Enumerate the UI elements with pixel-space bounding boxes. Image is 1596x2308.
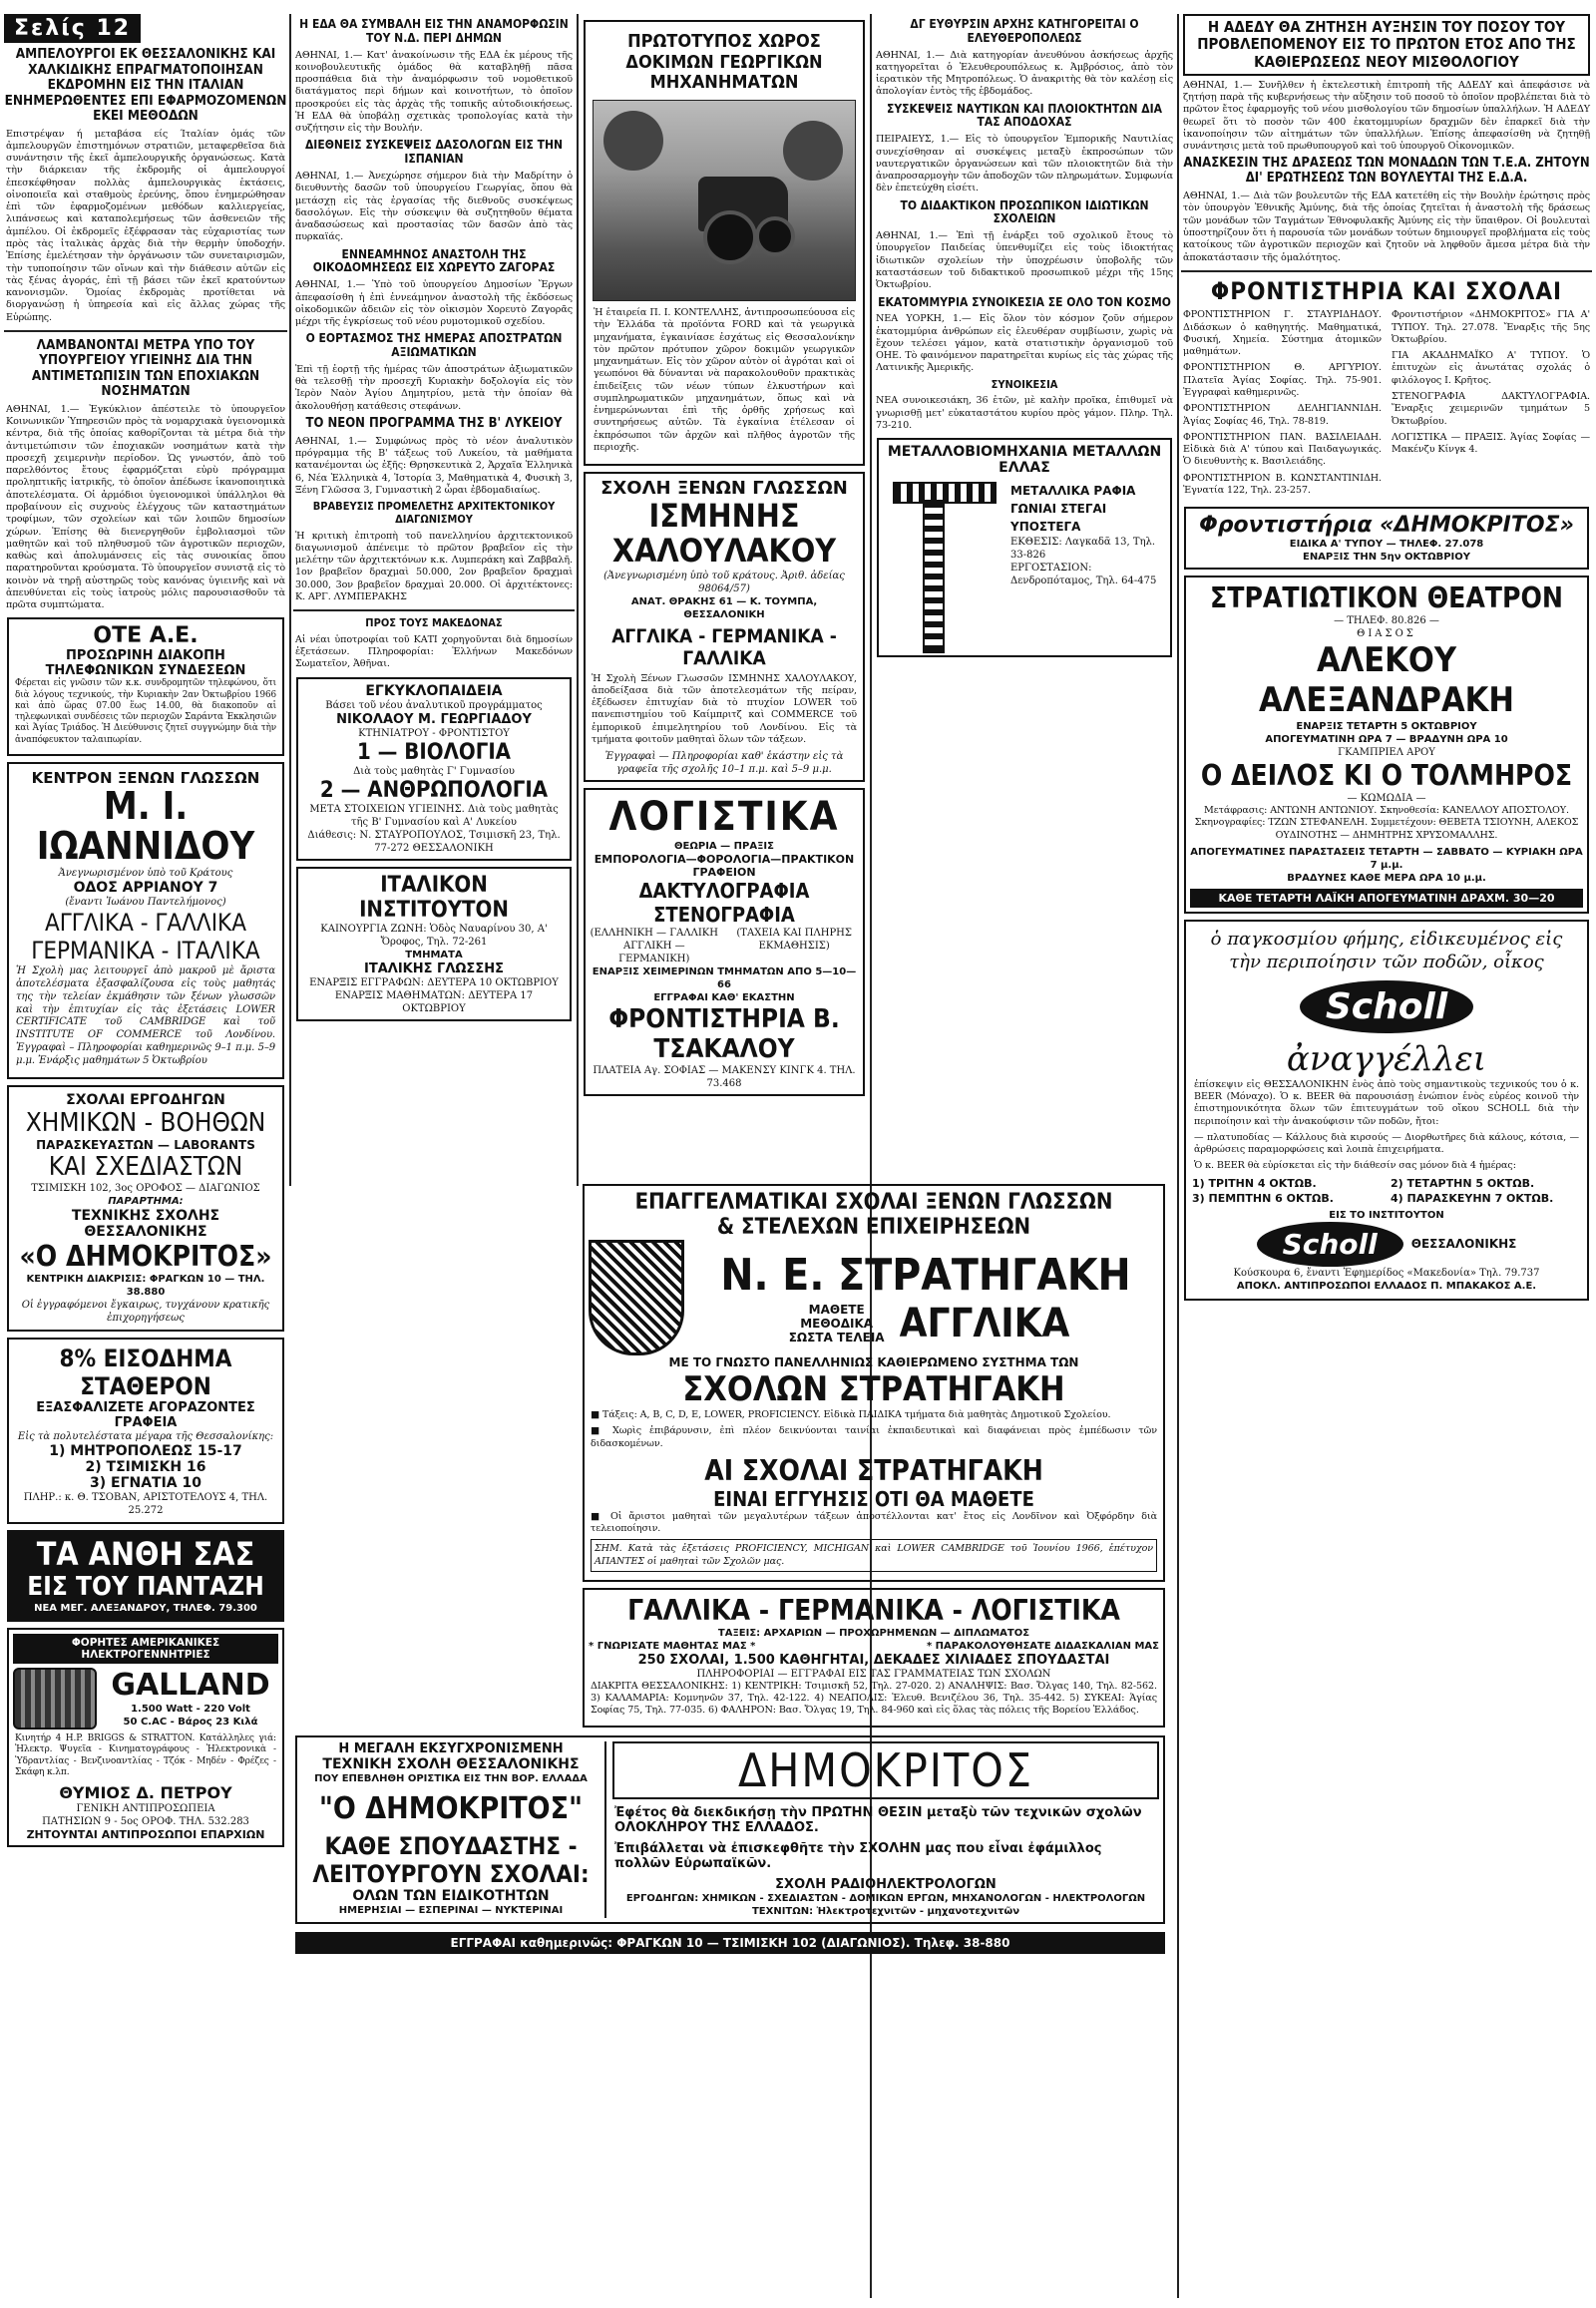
headline: ΔΓ ΕΥΘΥΡΣΙΝ ΑΡΧΗΣ ΚΑΤΗΓΟΡΕΙΤΑΙ Ο ΕΛΕΥΘΕΡΟΠΟΛΕΩΣ <box>910 17 1139 45</box>
ad-line: «Ο ΔΗΜΟΚΡΙΤΟΣ» <box>19 1239 272 1273</box>
ad-text: Ἐπιβάλλεται νὰ ἐπισκεφθῆτε τὴν ΣΧΟΛΗΝ μας που εἶναι ἐφάμιλλος πολλῶν Εὐρωπαϊκῶν. <box>614 1840 1102 1871</box>
headline: Η ΕΔΑ ΘΑ ΣΥΜΒΑΛΗ ΕΙΣ ΤΗΝ ΑΝΑΜΟΡΦΩΣΙΝ ΤΟΥ Ν.Δ. ΠΕΡΙ ΔΗΜΩΝ <box>299 17 569 45</box>
ad-line: ΛΕΙΤΟΥΡΓΟΥΝ ΣΧΟΛΑΙ: <box>312 1859 590 1888</box>
column-rule <box>1177 14 1179 2298</box>
masthead-brand: Σελίς 12 <box>14 16 132 41</box>
ad-subtitle: ΠΡΟΣΩΡΙΝΗ ΔΙΑΚΟΠΗ ΤΗΛΕΦΩΝΙΚΩΝ ΣΥΝΔΕΣΕΩΝ <box>45 648 246 679</box>
ad-title: ΦΟΡΗΤΕΣ ΑΜΕΡΙΚΑΝΙΚΕΣ ΗΛΕΚΤΡΟΓΕΝΝΗΤΡΙΕΣ <box>13 1634 278 1664</box>
tractor-wheel <box>755 216 795 256</box>
headline: ΣΥΣΚΕΨΕΙΣ ΝΑΥΤΙΚΩΝ ΚΑΙ ΠΛΟΙΟΚΤΗΤΩΝ ΔΙΑ ΤΑΣ ΑΠΟΔΟΧΑΣ <box>886 101 1162 130</box>
ad-note: Οἱ ἐγγραφόμενοι ἔγκαιρως, τυγχάνουν κρατικῆς ἐπιχορηγήσεως <box>21 1299 270 1324</box>
ad-title: 8% ΕΙΣΟΔΗΜΑ ΣΤΑΘΕΡΟΝ <box>59 1344 232 1400</box>
ad-text: Φέρεται εἰς γνῶσιν τῶν κ.κ. συνδρομητῶν τηλεφώνου, ὅτι διὰ λόγους τεχνικούς, τὴν Κυριακὴν 2αν Ὀκτωβρίου 1966 καὶ ἀπὸ ὥρας 07.00 ἕως 14.00, θὰ διακοποῦν αἱ τηλεφωνικαὶ συνδέσεις τῶν περιοχῶν Σαράντα Ἐκκλησιῶν καὶ Ἁγίας Τριάδος. Ἡ Διεύθυνσις ζητεῖ συγγνώμην διὰ τὴν ἀναπόφευκτον ταλαιπωρίαν. <box>15 678 276 745</box>
ad-ioannidou <box>7 762 284 1079</box>
ad-gallika <box>583 1588 1165 1728</box>
headline: Η ΑΔΕΔΥ ΘΑ ΖΗΤΗΣΗ ΑΥΞΗΣΙΝ ΤΟΥ ΠΟΣΟΥ ΤΟΥ ΠΡΟΒΛΕΠΟΜΕΝΟΥ ΕΙΣ ΤΟ ΠΡΩΤΟΝ ΕΤΟΣ ΑΠΟ ΤΗΣ ΚΑΘΙΕΡΩΣΕΩΣ ΝΕΟΥ ΜΙΣΘΟΛΟΓΙΟΥ <box>1197 18 1576 71</box>
ad-title: ΔΗΜΟΚΡΙΤΟΣ <box>612 1741 1159 1799</box>
ad-bullet: ■ Τάξεις: A, B, C, D, E, LOWER, PROFICIENCY. Εἰδικὰ ΠΑΙΔΙΚΑ τμήματα διὰ μαθητὰς Δημοτικοῦ Σχολείου. <box>591 1409 1111 1420</box>
column-5 <box>1181 14 1592 2304</box>
ad-chaloulakou <box>584 472 865 782</box>
ad-announce: ἀναγγέλλει <box>1286 1038 1487 1079</box>
ad-ote <box>7 617 284 756</box>
ad-text: Εἰς τὰ πολυτελέστατα μέγαρα τῆς Θεσσαλονίκης: <box>17 1430 274 1442</box>
ad-visit: Ὁ κ. BEER θὰ εὑρίσκεται εἰς τὴν διάθεσίν σας μόνον διὰ 4 ἡμέρας: <box>1194 1160 1516 1172</box>
ad-subtitle: ΕΙΣ ΤΟΥ ΠΑΝΤΑΖΗ <box>27 1571 264 1602</box>
ad-title: ΙΣΜΗΝΗΣ ΧΑΛΟΥΛΑΚΟΥ <box>611 497 837 571</box>
ad-company: ΑΛΕΚΟΥ ΑΛΕΞΑΝΔΡΑΚΗ <box>1259 640 1514 721</box>
classified: ΦΡΟΝΤΙΣΤΗΡΙΟΝ ΔΕΛΗΓΙΑΝΝΙΔΗ. Ἁγίας Σοφίας 46, Τηλ. 78-819. <box>1183 403 1382 427</box>
ad-genre: — ΚΩΜΩΔΙΑ — <box>1347 793 1426 805</box>
ad-dimokritos-frontistiria <box>1184 507 1589 570</box>
ad-prototype-field <box>584 20 865 466</box>
ad-subtitle: ΚΕΝΤΡΟΝ ΞΕΝΩΝ ΓΛΩΣΣΩΝ <box>31 768 260 787</box>
ad-military-theatre <box>1184 576 1589 914</box>
classified: ΣΤΕΝΟΓΡΑΦΙΑ ΔΑΚΤΥΛΟΓΡΑΦΙΑ. Ἔναρξις χειμερινῶν τμημάτων 5 Ὀκτωβρίου. <box>1392 391 1590 427</box>
ad-title: ΣΧΟΛΑΙ ΕΡΓΟΔΗΓΩΝ <box>66 1091 225 1108</box>
ad-line: ΣΧΟΛΗ ΡΑΔΙΟΗΛΕΚΤΡΟΛΟΓΩΝ <box>775 1876 997 1892</box>
ad-dealer-title: ΓΕΝΙΚΗ ΑΝΤΙΠΡΟΣΩΠΕΙΑ <box>76 1802 215 1814</box>
ad-address: ΚΑΙΝΟΥΡΓΙΑ ΖΩΝΗ: Ὁδὸς Ναυαρίνου 30, Α' Ὄροφος, Τηλ. 72-261 <box>320 923 548 948</box>
article-text: ΑΘΗΝΑΙ, 1.— Διὰ κατηγορίαν ἀνευθύνου ἀσκήσεως ἀρχῆς κατηγορεῖται ὁ Ἐλευθερουπόλεως κ. Ἀμβρόσιος, ἀπὸ τὸν ἱερατικὸν τῆς Μητροπόλεως. Ὁ ἀνακριτὴς θὰ τὸν καλέσῃ εἰς ἀπολογίαν ἐντὸς τῆς ἑβδομάδος. <box>876 49 1173 98</box>
ad-language: ΑΓΓΛΙΚΑ <box>899 1300 1070 1346</box>
ad-address: ΑΝΑΤ. ΘΡΑΚΗΣ 61 — Κ. ΤΟΥΜΠΑ, ΘΕΣΣΑΛΟΝΙΚΗ <box>630 595 818 620</box>
ad-author: ΝΙΚΟΛΑΟΥ Μ. ΓΕΩΡΓΙΑΔΟΥ <box>336 711 532 727</box>
ad-name: Ν. Ε. ΣΤΡΑΤΗΓΑΚΗ <box>720 1249 1131 1301</box>
ad-bullet: ■ Οἱ ἄριστοι μαθηταὶ τῶν μεγαλυτέρων τάξεων ἀποστέλλονται κατ' ἔτος εἰς Λονδῖνον καὶ Ὀξφόρδην διὰ τελειοποίησιν. <box>591 1510 1157 1535</box>
tree-shape <box>783 121 843 181</box>
ad-subtitle: ΘΕΩΡΙΑ — ΠΡΑΞΙΣ <box>674 841 774 853</box>
ad-products: ΜΕΤΑΛΛΙΚΑ ΡΑΦΙΑ ΓΩΝΙΑΙ ΣΤΕΓΑΙ ΥΠΟΣΤΕΓΑ <box>1010 484 1136 535</box>
ad-dimokritos-school <box>295 1735 1165 1924</box>
headline: ΑΝΑΣΚΕΣΙΝ ΤΗΣ ΔΡΑΣΕΩΣ ΤΩΝ ΜΟΝΑΔΩΝ ΤΩΝ Τ.Ε.Α. ΖΗΤΟΥΝ ΔΙ' ΕΡΩΤΗΣΕΩΣ ΤΩΝ ΒΟΥΛΕΥΤΑΙ ΤΗΣ Ε.Δ.Α. <box>1183 156 1590 187</box>
masthead-logo <box>4 14 141 43</box>
classified: ΛΟΓΙΣΤΙΚΑ — ΠΡΑΞΙΣ. Ἁγίας Σοφίας — Μακένζυ Κίνγκ 4. <box>1392 431 1590 456</box>
ad-dealer: ΘΥΜΙΟΣ Δ. ΠΕΤΡΟΥ <box>59 1782 232 1802</box>
ad-ergodigon <box>7 1085 284 1332</box>
ad-author: ΓΚΑΜΠΡΙΕΛ ΑΡΟΥ <box>1338 747 1435 759</box>
ad-distributor: Διάθεσις: Ν. ΣΤΑΥΡΟΠΟΥΛΟΣ, Τσιμισκῆ 23, Τηλ. 77-272 ΘΕΣΣΑΛΟΝΙΚΗ <box>307 829 561 854</box>
ad-metal-industry <box>877 438 1172 657</box>
ad-line: * ΓΝΩΡΙΣΑΤΕ ΜΑΘΗΤΑΣ ΜΑΣ * <box>589 1640 756 1652</box>
ad-text: Κινητήρ 4 H.P. BRIGGS & STRATTON. Κατάλληλες γιά: Ἠλεκτρ. Ψυγεῖα - Κινηματογράφους - Ἠλεκτρονικὰ - Ὑδραντλίας - Βενζινοαντλίας - Τζόκ - Μηδέν - Φρέζες - Σκάφη κ.λπ. <box>15 1732 276 1778</box>
ad-address: ΤΣΙΜΙΣΚΗ 102, 3ος ΟΡΟΦΟΣ — ΔΙΑΓΩΝΙΟΣ <box>31 1182 260 1194</box>
ad-strategaki <box>583 1184 1165 1582</box>
article-text: Ἡ κριτικὴ ἐπιτροπὴ τοῦ πανελληνίου ἀρχιτεκτονικοῦ διαγωνισμοῦ ἀπένειμε τὸ πρῶτον βραβεῖον εἰς τὴν μελέτην τῶν ἀρχιτεκτόνων κ.κ. Λυμπεράκη καὶ Ζαββαλῆ. 1ον βραβεῖον δραχμαὶ 50.000, 2ον βραβεῖον δραχμαὶ 30.000, 3ον βραβεῖον δραχμαὶ 20.000. Οἱ ἀρχιτέκτονες: Κ. ΑΡΓ. ΛΥΜΠΕΡΑΚΗΣ <box>295 530 573 602</box>
ad-line: ΙΤΑΛΙΚΗΣ ΓΛΩΣΣΗΣ <box>364 961 504 976</box>
article-text: ΑΘΗΝΑΙ, 1.— Συμφώνως πρὸς τὸ νέον ἀναλυτικὸν πρόγραμμα τῆς Β' τάξεως τοῦ Λυκείου, τὰ μαθήματα κατανέμονται ὡς ἑξῆς: Θρησκευτικὰ 2, Ἀρχαῖα Ἑλληνικὰ 6, Νέα Ἑλληνικὰ 4, Ἱστορία 3, Μαθηματικὰ 4, Φυσικὴ 3, Ξένη Γλῶσσα 3, Γυμναστικὴ 2 ὧραι ἐβδομαδιαίως. <box>295 435 573 496</box>
ad-languages: ΑΓΓΛΙΚΑ - ΓΑΛΛΙΚΑ ΓΕΡΜΑΝΙΚΑ - ΙΤΑΛΙΚΑ <box>31 908 260 965</box>
ad-anthi <box>7 1530 284 1622</box>
ad-subtitle: Βάσει τοῦ νέου ἀναλυτικοῦ προγράμματος <box>325 699 543 711</box>
ad-line: ΤΕΧΝΙΚΗ ΣΧΟΛΗ ΘΕΣΣΑΛΟΝΙΚΗΣ <box>322 1755 580 1772</box>
ad-line: ΚΑΙ ΣΧΕΔΙΑΣΤΩΝ <box>48 1151 243 1182</box>
ad-line: ΗΜΕΡΗΣΙΑΙ — ΕΣΠΕΡΙΝΑΙ — ΝΥΚΤΕΡΙΝΑΙ <box>338 1904 564 1916</box>
ad-title: ΕΓΚΥΚΛΟΠΑΙΔΕΙΑ <box>365 682 503 699</box>
crest-icon <box>589 1240 684 1355</box>
divider <box>293 609 575 611</box>
article-text: Αἱ νέαι ὑποτροφίαι τοῦ ΚΑΤΙ χορηγοῦνται διὰ δημοσίων ἐξετάσεων. Πληροφορίαι: Ἐλλήνων Μακεδόνων Σωματεῖον, Ἀθῆναι. <box>295 633 573 670</box>
ad-line: 250 ΣΧΟΛΑΙ, 1.500 ΚΑΘΗΓΗΤΑΙ, ΔΕΚΑΔΕΣ ΧΙΛΙΑΔΕΣ ΣΠΟΥΔΑΣΤΑΙ <box>637 1652 1110 1668</box>
column-rule <box>289 14 291 1186</box>
ad-note: Ἐγγραφαὶ — Πληροφορίαι καθ' ἑκάστην εἰς τὰ γραφεῖα τῆς σχολῆς 10–1 π.μ. καὶ 5–9 μ.μ. <box>604 751 844 776</box>
ad-line: ΒΡΑΔΥΝΕΣ ΚΑΘΕ ΜΕΡΑ ΩΡΑ 10 μ.μ. <box>1287 872 1486 884</box>
ad-line: ΕΜΠΟΡΟΛΟΓΙΑ—ΦΟΡΟΛΟΓΙΑ—ΠΡΑΚΤΙΚΟΝ ΓΡΑΦΕΙΟΝ <box>594 853 855 880</box>
classified: ΦΡΟΝΤΙΣΤΗΡΙΟΝ Θ. ΑΡΓΥΡΙΟΥ. Πλατεῖα Ἁγίας Σοφίας. Τηλ. 75-901. Ἐγγραφαὶ καθημερινῶς. <box>1183 362 1382 398</box>
ad-italian-institute <box>296 867 572 1021</box>
article-text: ΑΘΗΝΑΙ, 1.— Ἀνεχώρησε σήμερον διὰ τὴν Μαδρίτην ὁ διευθυντὴς δασῶν τοῦ ὑπουργείου Γεωργίας, ὅπου θὰ μετάσχῃ εἰς τὰς ἐργασίας τῆς διεθνοῦς συσκέψεως δασολόγων. Εἰς τὴν σύσκεψιν θὰ συζητηθοῦν θέματα ἀναδασώσεως καὶ προστασίας τῶν δασῶν ἀπὸ τὰς πυρκαϊάς. <box>295 171 573 243</box>
ad-text: Ἡ Σχολὴ μας λειτουργεῖ ἀπὸ μακροῦ μὲ ἄριστα ἀποτελέσματα ἐξασφαλίζουσα εἰς τοὺς μαθητάς της τὴν τελείαν ἐκμάθησιν τῶν ξένων γλωσσῶν καὶ τὴν ἐπιτυχίαν εἰς τὰς ἐξετάσεις LOWER CERTIFICATE τοῦ CAMBRIDGE καὶ τοῦ INSTITUTE OF COMMERCE τοῦ Λονδίνου. Ἐγγραφαὶ – Πληροφορίαι καθημερινῶς 9–1 π.μ. 5–9 μ.μ. Ἐνάρξις μαθημάτων 5 Ὀκτωβρίου <box>16 965 275 1066</box>
ad-line: ΤΕΧΝΙΚΗΣ ΣΧΟΛΗΣ ΘΕΣΣΑΛΟΝΙΚΗΣ <box>71 1207 220 1240</box>
ad-brand: GALLAND <box>111 1668 270 1704</box>
ad-title: ΟΤΕ Α.Ε. <box>93 623 199 649</box>
ad-line: 1) ΜΗΤΡΟΠΟΛΕΩΣ 15-17 <box>49 1442 242 1459</box>
tree-shape <box>603 111 663 171</box>
ad-play-title: Ο ΔΕΙΛΟΣ ΚΙ Ο ΤΟΛΜΗΡΟΣ <box>1200 759 1573 793</box>
ad-showroom: ΕΚΘΕΣΙΣ: Λαγκαδᾶ 13, Τηλ. 33-826 <box>1010 537 1156 562</box>
ad-line: ΕΝΑΡΞΙΣ ΜΑΘΗΜΑΤΩΝ: ΔΕΥΤΕΡΑ 17 ΟΚΤΩΒΡΙΟΥ <box>334 989 534 1014</box>
ad-info: ΠΛΗΡ.: κ. Θ. ΤΣΟΒΑΝ, ΑΡΙΣΤΟΤΕΛΟΥΣ 4, ΤΗΛ. 25.272 <box>23 1491 268 1516</box>
ad-line: ΕΝΑΡΞΙΣ ΤΗΝ 5ην ΟΚΤΩΒΡΙΟΥ <box>1302 552 1471 564</box>
article-text: ΑΘΗΝΑΙ, 1.— Συνῆλθεν ἡ ἐκτελεστικὴ ἐπιτροπὴ τῆς ΑΔΕΔΥ καὶ ἀπεφάσισε νὰ ζητήσῃ παρὰ τῆς κυβερνήσεως τὴν αὔξησιν τοῦ ποσοῦ τὸ ὁποῖον προβλέπεται διὰ τὸ πρῶτον ἔτος ἐφαρμογῆς τοῦ νέου μισθολογίου τῶν δημοσίων ὑπαλλήλων. Ἡ ΑΔΕΔΥ θεωρεῖ ὅτι τὸ ποσὸν τῶν 400 ἑκατομμυρίων δραχμῶν δὲν ἐπαρκεῖ διὰ τὴν ἱκανοποίησιν τῶν αἰτημάτων τῶν ὑπαλλήλων. Ἐπίσης ἀπεφασίσθη νὰ ζητηθῇ συνάντησις μετὰ τοῦ πρωθυπουργοῦ καὶ τοῦ ὑπουργοῦ Οἰκονομικῶν. <box>1183 79 1590 153</box>
classified: ΦΡΟΝΤΙΣΤΗΡΙΟΝ Γ. ΣΤΑΥΡΙΔΗΔΟΥ. Διδάσκων ὁ καθηγητής. Μαθηματικά, Φυσική, Χημεία. Σύστημα ἀτομικῶν μαθημάτων. <box>1183 309 1382 358</box>
headline: ΣΥΝΟΙΚΕΣΙΑ <box>991 377 1058 391</box>
headline: ΤΟ ΔΙΔΑΚΤΙΚΟΝ ΠΡΟΣΩΠΙΚΟΝ ΙΔΙΩΤΙΚΩΝ ΣΧΟΛΕΙΩΝ <box>900 197 1149 226</box>
ad-address: ΟΔΟΣ ΑΡΡΙΑΝΟΥ 7 <box>73 879 218 896</box>
divider <box>1181 270 1592 272</box>
ad-guarantee: ΑΙ ΣΧΟΛΑΙ ΣΤΡΑΤΗΓΑΚΗ <box>704 1453 1043 1487</box>
ad-line: ΕΙΣ ΤΟ ΙΝΣΤΙΤΟΥΤΟΝ <box>1329 1209 1444 1221</box>
ad-line: ΑΠΟΓΕΥΜΑΤΙΝΗ ΩΡΑ 7 — ΒΡΑΔΥΝΗ ΩΡΑ 10 <box>1265 734 1508 746</box>
ad-intro: ὁ παγκοσμίου φήμης, εἰδικευμένος εἰς τὴν περιποίησιν τῶν ποδῶν, οἶκος <box>1210 928 1563 973</box>
article-text: ΝΕΑ ΥΟΡΚΗ, 1.— Εἰς ὅλον τὸν κόσμον ζοῦν σήμερον ἑκατομμύρια ἀνθρώπων εἰς ἐλευθέραν συμβίωσιν, χωρὶς νὰ ἔχουν τελέσει γάμον, κατὰ στατιστικὴν ὀργανισμοῦ τοῦ ΟΗΕ. Τὸ φαινόμενον παρατηρεῖται κυρίως εἰς τὰς χώρας τῆς Λατινικῆς Ἀμερικῆς. <box>876 313 1173 374</box>
ad-line: (ΕΛΛΗΝΙΚΗ — ΓΑΛΛΙΚΗ ΑΓΓΛΙΚΗ — ΓΕΡΜΑΝΙΚΗ) <box>590 928 718 965</box>
ad-list: — πλατυποδίας — Κάλλους διὰ κιρσούς — Διορθωτῆρες διὰ κάλους, κότσια, — ἀρθρώσεις παραμορφώσεις καὶ λοιπὰ ἐπιχειρήματα. <box>1194 1131 1579 1156</box>
classified: ΓΙΑ ΑΚΑΔΗΜΑΪΚΟ Α' ΤΥΠΟΥ. Ὁ ἐπιτυχὼν εἰς ἀνωτάτας σχολάς ὁ φιλόλογος Ι. Κρῆτος. <box>1392 350 1590 386</box>
ad-line: ΔΑΚΤΥΛΟΓΡΑΦΙΑ ΣΤΕΝΟΓΡΑΦΙΑ <box>638 879 810 928</box>
ad-logistika <box>584 788 865 1096</box>
ad-line: * ΠΑΡΑΚΟΛΟΥΘΗΣΑΤΕ ΔΙΔΑΣΚΑΛΙΑΝ ΜΑΣ <box>926 1640 1159 1652</box>
ad-title: Μ. Ι. ΙΩΑΝΝΙΔΟΥ <box>36 783 255 868</box>
headline: Ο ΕΟΡΤΑΣΜΟΣ ΤΗΣ ΗΜΕΡΑΣ ΑΠΟΣΤΡΑΤΩΝ ΑΞΙΩΜΑΤΙΚΩΝ <box>305 331 563 360</box>
ad-encyclopaedia <box>296 677 572 861</box>
ad-address: ΠΛΑΤΕΙΑ Αγ. ΣΟΦΙΑΣ — ΜΑΚΕΝΣΥ ΚΙΝΓΚ 4. ΤΗΛ. 73.468 <box>593 1065 856 1090</box>
scholl-logo: Scholl <box>1257 1222 1403 1267</box>
ad-line: ΕΝΑΡΞΙΣ ΧΕΙΜΕΡΙΝΩΝ ΤΜΗΜΑΤΩΝ ΑΠΟ 5—10—66 <box>592 966 857 991</box>
ad-subtitle: ΣΧΟΛΗ ΞΕΝΩΝ ΓΛΩΣΣΩΝ <box>600 478 848 500</box>
article-text: Ἐπὶ τῇ ἐορτῇ τῆς ἡμέρας τῶν ἀποστράτων ἀξιωματικῶν θὰ τελεσθῇ τὴν προσεχῆ Κυριακὴν δοξολογία εἰς τὸν Ἱερὸν Ναὸν Ἁγίου Δημητρίου, μετὰ τὴν ὁποίαν θὰ ἀκολουθήσῃ κατάθεσις στεφάνων. <box>295 363 573 412</box>
column-rule <box>577 14 579 1186</box>
ad-line: ΚΕΝΤΡΙΚΗ ΔΙΑΚΡΙΣΙΣ: ΦΡΑΓΚΩΝ 10 — ΤΗΛ. 38.880 <box>26 1273 265 1298</box>
ad-title: ΙΤΑΛΙΚΟΝ ΙΝΣΤΙΤΟΥΤΟΝ <box>359 872 509 923</box>
article-text: ΑΘΗΝΑΙ, 1.— Ὑπὸ τοῦ ὑπουργείου Δημοσίων Ἔργων ἀπεφασίσθη ἡ ἐπὶ ἐννεάμηνον ἀναστολὴ τῆς ἐκδόσεως οἰκοδομικῶν ἀδειῶν εἰς τὸν οἰκισμὸν Χορευτὸ Ζαγορᾶς μέχρι τῆς ἐγκρίσεως τοῦ νέου ρυμοτομικοῦ σχεδίου. <box>295 279 573 328</box>
ad-method: ΜΕ ΤΟ ΓΝΩΣΤΟ ΠΑΝΕΛΛΗΝΙΩΣ ΚΑΘΙΕΡΩΜΕΝΟ ΣΥΣΤΗΜΑ ΤΩΝ <box>668 1355 1079 1369</box>
tractor-photo <box>593 100 856 301</box>
ad-author-title: ΚΤΗΝΙΑΤΡΟΥ - ΦΡΟΝΤΙΣΤΟΥ <box>358 727 510 739</box>
column-1 <box>4 14 287 2304</box>
ad-levels: ΤΑΞΕΙΣ: ΑΡΧΑΡΙΩΝ — ΠΡΟΧΩΡΗΜΕΝΩΝ — ΔΙΠΛΩΜΑΤΟΣ <box>717 1627 1030 1639</box>
ad-schools: ΣΧΟΛΩΝ ΣΤΡΑΤΗΓΑΚΗ <box>682 1369 1065 1409</box>
ad-city: ΘΕΣΣΑΛΟΝΙΚΗΣ <box>1410 1237 1517 1252</box>
ad-line: ΑΠΟΓΕΥΜΑΤΙΝΕΣ ΠΑΡΑΣΤΑΣΕΙΣ ΤΕΤΑΡΤΗ — ΣΑΒΒΑΤΟ — ΚΥΡΙΑΚΗ ΩΡΑ 7 μ.μ. <box>1190 846 1583 871</box>
ad-line: ΠΟΥ ΕΠΕΒΛΗΘΗ ΟΡΙΣΤΙΚΑ ΕΙΣ ΤΗΝ ΒΟΡ. ΕΛΛΑΔΑ <box>314 1772 588 1784</box>
ad-subtitle: ΕΞΑΣΦΑΛΙΖΕΤΕ ΑΓΟΡΑΖΟΝΤΕΣ ΓΡΑΦΕΙΑ <box>36 1399 255 1430</box>
ad-addresses: ΔΙΑΚΡΙΤΑ ΘΕΣΣΑΛΟΝΙΚΗΣ: 1) ΚΕΝΤΡΙΚΗ: Τσιμισκῆ 52, Τηλ. 27-020. 2) ΑΝΑΛΗΨΙΣ: Βασ. Ὄλγας 140, Τηλ. 82-562. 3) ΚΑΛΑΜΑΡΙΑ: Κομνηνῶν 37, Τηλ. 42-122. 4) ΝΕΑΠΟΛΙΣ: Ἐλευθ. Βενιζέλου 36, Τηλ. 35-442. 5) ΣΥΚΕΑΙ: Ἁγίας Σοφίας 75, Τηλ. 77-035. 6) ΦΑΛΗΡΟΝ: Βασ. Ὄλγας 19, Τηλ. 84-960 καὶ εἰς ὅλας τὰς πόλεις τῆς Βορείου Ἑλλάδος. <box>591 1680 1157 1717</box>
ad-line: ΕΙΔΙΚΑ Α' ΤΥΠΟΥ — ΤΗΛΕΦ. 27.078 <box>1289 539 1484 551</box>
ad-cast: Μετάφρασις: ΑΝΤΩΝΗ ΑΝΤΩΝΙΟΥ. Σκηνοθεσία: ΚΑΝΕΛΛΟΥ ΑΠΟΣΤΟΛΟΥ. Σκηνογραφίες: ΤΖΩΝ ΣΤΕΦΑΝΕΛΗ. Συμμετέχουν: ΘΕΒΕΤΑ ΤΣΙΟΥΝΗ, ΑΛΕΚΟΣ ΟΥΔΙΝΟΤΗΣ — ΔΗΜΗΤΡΗΣ ΧΡΥΣΟΜΑΛΛΗΣ. <box>1194 805 1579 841</box>
classified: ΦΡΟΝΤΙΣΤΗΡΙΟΝ ΠΑΝ. ΒΑΣΙΛΕΙΑΔΗ. Εἰδικὰ διὰ Α' τύπου καὶ Παιδαγωγικάς. Ὁ διευθυντὴς κ. Βασιλειάδης. <box>1183 431 1382 468</box>
ad-languages: ΑΓΓΛΙΚΑ - ΓΕΡΜΑΝΙΚΑ - ΓΑΛΛΙΚΑ <box>611 624 837 669</box>
classified: ΦΡΟΝΤΙΣΤΗΡΙΟΝ Β. ΚΩΝΣΤΑΝΤΙΝΙΔΗ. Ἐγνατία 122, Τηλ. 23-257. <box>1183 472 1382 496</box>
ad-book: 2 — ΑΝΘΡΩΠΟΛΟΓΙΑ <box>319 777 549 803</box>
ad-factory: ΕΡΓΟΣΤΑΣΙΟΝ: Δενδροπόταμος, Τηλ. 64-475 <box>1010 563 1157 587</box>
ad-line: ΤΕΧΝΙΤΩΝ: Ἠλεκτροτεχνιτῶν - μηχανοτεχνιτῶν <box>751 1905 1020 1917</box>
ad-line: 2) ΤΣΙΜΙΣΚΗ 16 <box>85 1458 206 1475</box>
ad-address: ΝΕΑ ΜΕΓ. ΑΛΕΞΑΝΔΡΟΥ, ΤΗΛΕΦ. 79.300 <box>34 1602 257 1614</box>
ad-line: ΕΡΓΟΔΗΓΩΝ: ΧΗΜΙΚΩΝ - ΣΧΕΔΙΑΣΤΩΝ - ΔΟΜΙΚΩΝ ΕΡΓΩΝ, ΜΗΧΑΝΟΛΟΓΩΝ - ΗΛΕΚΤΡΟΛΟΓΩΝ <box>625 1892 1146 1904</box>
ad-address-note: (ἔναντι Ἰωάνου Παντελήμονος) <box>65 896 226 908</box>
ad-note: ΣΗΜ. Κατὰ τὰς ἐξετάσεις PROFICIENCY, MICHIGAN καὶ LOWER CAMBRIDGE τοῦ Ἰουνίου 1966, ἐπέτυχον ΑΠΑΝΤΕΣ οἱ μαθηταὶ τῶν Σχολῶν μας. <box>591 1539 1157 1572</box>
ad-book-note: ΜΕΤΑ ΣΤΟΙΧΕΙΩΝ ΥΓΙΕΙΝΗΣ. Διὰ τοὺς μαθητὰς τῆς Β' Γυμνασίου καὶ Α' Λυκείου <box>309 803 559 828</box>
ad-bullet: ■ Χωρὶς ἐπιβάρυνσιν, ἐπὶ πλέον δεικνύονται ταινίαι ἐκπαιδευτικαὶ καὶ διαφάνειαι πρὸς ἐμπέδωσιν τῶν διδασκομένων. <box>591 1425 1157 1449</box>
ad-title: ΕΠΑΓΓΕΛΜΑΤΙΚΑΙ ΣΧΟΛΑΙ ΞΕΝΩΝ ΓΛΩΣΣΩΝ <box>634 1190 1113 1215</box>
article-text: ΑΘΗΝΑΙ, 1.— Διὰ τῶν βουλευτῶν τῆς ΕΔΑ κατετέθη εἰς τὴν Βουλὴν ἐρώτησις πρὸς τὸν ὑπουργὸν Ἐθνικῆς Ἀμύνης, διὰ τῆς ὁποίας ζητεῖται ἡ ἀναστολὴ τῆς δράσεως τῶν μονάδων τῶν Ταγμάτων Ἐθνοφυλακῆς Ἀμύνης εἰς τὴν ὕπαιθρον. Οἱ βουλευταὶ ὑποστηρίζουν ὅτι ἡ παρουσία τῶν μονάδων τούτων δημιουργεῖ προβλήματα εἰς τοὺς κατοίκους τῶν ἀγροτικῶν περιοχῶν καὶ ζητοῦν νὰ ληφθοῦν ἄμεσα μέτρα διὰ τὴν ἀποκατάστασιν τῆς ὁμαλότητος. <box>1183 191 1590 263</box>
ad-learn: ΜΑΘΕΤΕ ΜΕΘΟΔΙΚΑ ΣΩΣΤΑ ΤΕΛΕΙΑ <box>788 1302 885 1345</box>
headline: ΛΑΜΒΑΝΟΝΤΑΙ ΜΕΤΡΑ ΥΠΟ ΤΟΥ ΥΠΟΥΡΓΕΙΟΥ ΥΓΙΕΙΝΗΣ ΔΙΑ ΤΗΝ ΑΝΤΙΜΕΤΩΠΙΣΙΝ ΤΩΝ ΕΠΟΧΙΑΚΩΝ ΝΟΣΗΜΑΤΩΝ <box>31 336 260 400</box>
tractor-wheel <box>703 210 757 264</box>
headline: ΠΡΩΤΟΤΥΠΟΣ ΧΩΡΟΣ ΔΟΚΙΜΩΝ ΓΕΩΡΓΙΚΩΝ ΜΗΧΑΝΗΜΑΤΩΝ <box>625 31 823 94</box>
ad-line: ΤΜΗΜΑΤΑ <box>405 949 463 961</box>
article-text: Επιστρέψαν ή μεταβάσα είς Ίταλίαν ὁμάς τῶν ἀμπελουργῶν ἐπιστημόνων στρατιῶν, μεταφερθεῖσα διὰ συνάντησιν τῆς ἐκεῖ ἀμπελουργικῆς ὀργανώσεως. Κατὰ τὴν διάρκειαν τῆς ἐκδρομῆς οἱ ἀμπελουργοί ἐπεσκέφθησαν πολλὰς ἀμπελουργικὰς ἐκτάσεις, οἰνοποιεῖα καὶ σταθμοὺς ἐρεύνης, ὅπου ἐνημερώθησαν ἐπὶ τῶν ἐφαρμοζομένων μεθόδων καλλιεργείας, λιπάνσεως καὶ καταπολεμήσεως τῶν ἀσθενειῶν τῆς ἀμπέλου. Οἱ ἐκδρομεῖς ἐξέφρασαν τὰς εὐχαριστίας των πρὸς τὰς ἰταλικὰς ἀρχὰς διὰ τὴν θερμὴν ὑποδοχήν. Ἐπίσης ἐμελέτησαν τὴν ὀργάνωσιν τῶν συνεταιρισμῶν, τὴν τυποποίησιν τῶν οἴνων καὶ τὴν διάθεσιν αὐτῶν εἰς τὰς ξένας ἀγοράς, ἐπὶ τῇ βάσει τῶν ἐκεῖ κρατούντων κανονισμῶν. Ὁμοίας ἐκδρομὰς προτίθεται νὰ διοργανώσῃ ἡ ὑπηρεσία καὶ εἰς ἄλλας χώρας τῆς Εὐρώπης. <box>6 128 285 323</box>
headline: ΔΙΕΘΝΕΙΣ ΣΥΣΚΕΨΕΙΣ ΔΑΣΟΛΟΓΩΝ ΕΙΣ ΤΗΝ ΙΣΠΑΝΙΑΝ <box>304 138 564 167</box>
headline: ΕΝΝΕΑΜΗΝΟΣ ΑΝΑΣΤΟΛΗ ΤΗΣ ΟΙΚΟΔΟΜΗΣΕΩΣ ΕΙΣ ΧΩΡΕΥΤΟ ΖΑΓΟΡΑΣ <box>312 246 556 275</box>
ad-name: ΦΡΟΝΤΙΣΤΗΡΙΑ Β. ΤΣΑΚΑΛΟΥ <box>608 1004 840 1065</box>
ad-title: ΛΟΓΙΣΤΙΚΑ <box>608 794 840 841</box>
article-text: ΑΘΗΝΑΙ, 1.— Ἐπὶ τῇ ἐνάρξει τοῦ σχολικοῦ ἔτους τὸ ὑπουργεῖον Παιδείας ὑπενθυμίζει εἰς τοὺς ἰδιοκτήτας ἰδιωτικῶν σχολείων τὴν ὑποχρέωσιν ὑποβολῆς τῶν καταστάσεων τοῦ διδακτικοῦ προσωπικοῦ μέχρι τῆς 15ης Ὀκτωβρίου. <box>876 230 1173 291</box>
ad-name: "Ο ΔΗΜΟΚΡΙΤΟΣ" <box>318 1790 584 1826</box>
ad-text: Ἡ Σχολὴ Ξένων Γλωσσῶν ΙΣΜΗΝΗΣ ΧΑΛΟΥΛΑΚΟΥ, ἀποδείξασα διὰ τῶν ἀποτελεσμάτων τῆς πείραν, ἐξέδωσεν ἐπιτυχίαν διὰ τὸ πτυχίον LOWER τοῦ πανεπιστημίου τοῦ Καίμπριτζ καὶ COMMERCE τοῦ ἐμπορικοῦ ἐπιμελητηρίου τοῦ Λονδίνου. Εἰς τὰ τμήματα φοιτοῦν μαθηταὶ ὅλων τῶν τάξεων. <box>592 672 857 745</box>
section-heading: ΦΡΟΝΤΙΣΤΗΡΙΑ ΚΑΙ ΣΧΟΛΑΙ <box>1210 276 1563 305</box>
ad-book-note: Διὰ τοὺς μαθητὰς Γ' Γυμνασίου <box>353 765 515 777</box>
column-3 <box>581 14 868 1186</box>
ad-address: Κούσκουρα 6, ἔναντι Ἐφημερίδος «Μακεδονία» Τηλ. 79.737 <box>1233 1267 1540 1279</box>
visit-date: 4) ΠΑΡΑΣΚΕΥΗΝ 7 ΟΚΤΩΒ. <box>1391 1191 1554 1205</box>
ad-line: ΕΝΑΡΞΙΣ ΕΓΓΡΑΦΩΝ: ΔΕΥΤΕΡΑ 10 ΟΚΤΩΒΡΙΟΥ <box>309 976 559 988</box>
ad-guarantee: ΕΙΝΑΙ ΕΓΓΥΗΣΙΣ ΟΤΙ ΘΑ ΜΑΘΕΤΕ <box>713 1486 1034 1511</box>
article-text: ΑΘΗΝΑΙ, 1.— Ἐγκύκλιον ἀπέστειλε τὸ ὑπουργεῖον Κοινωνικῶν Ὑπηρεσιῶν πρὸς τὰ νομαρχιακὰ ὑγειονομικὰ κέντρα, διὰ τῆς ὁποίας καθορίζονται τὰ μέτρα διὰ τὴν ἀντιμετώπισιν τῶν ἐποχιακῶν νοσημάτων κατὰ τὴν προσεχῆ χειμερινὴν περίοδον. Ὡς γνωστόν, ἀπὸ τοῦ παρελθόντος ἔτους ἐφαρμόζεται εὐρὺ πρόγραμμα προληπτικῆς ἰατρικῆς, τὸ ὁποῖον ἀπέδωσε ἱκανοποιητικὰ ἀποτελέσματα. Οἱ ἁρμόδιοι ὑγειονομικοὶ ὑπάλληλοι θὰ προβαίνουν εἰς συχνοὺς ἐλέγχους τῶν καταστημάτων τροφίμων, τῶν σχολείων καὶ τῶν λοιπῶν δημοσίων χώρων. Ἐπίσης θὰ διενεργηθοῦν ἐμβολιασμοὶ τῶν μαθητῶν καὶ τοῦ πληθυσμοῦ τῶν ἀγροτικῶν περιοχῶν, καθὼς καὶ ἀπολυμάνσεις εἰς τὰς συνοικίας ὅπου παρατηροῦνται κρούσματα. Τὸ ὑπουργεῖον συνιστᾷ εἰς τὸ κοινὸν νὰ τηρῇ αὐστηρῶς τοὺς κανόνας ὑγιεινῆς καὶ νὰ ἀπευθύνεται εἰς τοὺς ἰατροὺς μόλις παρουσιασθοῦν τὰ πρῶτα συμπτώματα. <box>6 403 285 611</box>
shelf-bracket-icon <box>883 482 1002 651</box>
headline: ΒΡΑΒΕΥΣΙΣ ΠΡΟΜΕΛΕΤΗΣ ΑΡΧΙΤΕΚΤΟΝΙΚΟΥ ΔΙΑΓΩΝΙΣΜΟΥ <box>312 500 556 526</box>
classified: Φροντιστήριον «ΔΗΜΟΚΡΙΤΟΣ» ΓΙΑ Α' ΤΥΠΟΥ. Τηλ. 27.078. Ἔναρξις τῆς 5ης Ὀκτωβρίου. <box>1392 309 1590 345</box>
visit-date: 2) ΤΕΤΑΡΤΗΝ 5 ΟΚΤΩΒ. <box>1391 1176 1535 1190</box>
ad-line: ΠΑΡΑΣΚΕΥΑΣΤΩΝ — LABORANTS <box>36 1137 255 1152</box>
scholl-logo: Scholl <box>1300 980 1473 1033</box>
ad-line: ΧΗΜΙΚΩΝ - ΒΟΗΘΩΝ <box>25 1107 266 1138</box>
ad-galland <box>7 1628 284 1847</box>
divider <box>4 330 287 332</box>
ad-eisodima <box>7 1338 284 1524</box>
ad-line: ΟΛΩΝ ΤΩΝ ΕΙΔΙΚΟΤΗΤΩΝ <box>352 1887 550 1904</box>
article-text: ΠΕΙΡΑΙΕΥΣ, 1.— Εἰς τὸ ὑπουργεῖον Ἐμπορικῆς Ναυτιλίας συνεχίσθησαν αἱ συσκέψεις μεταξὺ ἐκπροσώπων τῶν ναυτεργατικῶν ὀργανώσεων καὶ τῶν πλοιοκτητῶν διὰ τὴν ἀναπροσαρμογὴν τῶν ἀποδοχῶν τῶν πληρωμάτων. Συμφωνία δὲν ἐπετεύχθη εἰσέτι. <box>876 134 1173 194</box>
headline: ΑΜΠΕΛΟΥΡΓΟΙ ΕΚ ΘΕΣΣΑΛΟΝΙΚΗΣ ΚΑΙ ΧΑΛΚΙΔΙΚΗΣ ΕΠΡΑΓΜΑΤΟΠΟΙΗΣΑΝ ΕΚΔΡΟΜΗΝ ΕΙΣ ΤΗΝ ΙΤΑΛΙΑΝ ΕΝΗΜΕΡΩΘΕΝΤΕΣ ΕΠΙ ΕΦΑΡΜΟΖΟΜΕΝΩΝ ΕΚΕΙ ΜΕΘΟΔΩΝ <box>4 46 287 125</box>
article-text: ΑΘΗΝΑΙ, 1.— Κατ' ἀνακοίνωσιν τῆς ΕΔΑ ἐκ μέρους τῆς κοινοβουλευτικῆς ὁμάδος θὰ καταβληθῇ πᾶσα προσπάθεια διὰ τὴν ἀναμόρφωσιν τοῦ νομοθετικοῦ διατάγματος περὶ δήμων καὶ κοινοτήτων, τὸ ὁποῖον προσκρούει εἰς τὰς ἀρχὰς τῆς τοπικῆς αὐτοδιοικήσεως. Ἡ ΕΔΑ θὰ ὑποβάλῃ σχετικὰς τροπολογίας κατὰ τὴν συζήτησιν εἰς τὴν Βουλήν. <box>295 49 573 135</box>
ad-spec: 1.500 Watt - 220 Volt <box>131 1704 250 1716</box>
ad-agent: ΑΠΟΚΛ. ΑΝΤΙΠΡΟΣΩΠΟΙ ΕΛΛΑΔΟΣ Π. ΜΠΑΚΑΚΟΣ Α.Ε. <box>1236 1280 1537 1292</box>
ad-title: ΤΑ ΑΝΘΗ ΣΑΣ <box>36 1534 255 1573</box>
ad-dealer-address: ΠΑΤΗΣΙΩΝ 9 - 5ος ΟΡΟΦ. ΤΗΛ. 532.283 <box>42 1815 249 1827</box>
ad-title: Φροντιστήρια «ΔΗΜΟΚΡΙΤΟΣ» <box>1199 513 1574 539</box>
ad-scholl <box>1184 920 1589 1301</box>
headline: ΠΡΟΣ ΤΟΥΣ ΜΑΚΕΔΟΝΑΣ <box>365 616 503 630</box>
ad-title: ΜΕΤΑΛΛΟΒΙΟΜΗΧΑΝΙΑ ΜΕΤΑΛΛΩΝ ΕΛΛΑΣ <box>887 444 1162 477</box>
headline: ΤΟ ΝΕΟΝ ΠΡΟΓΡΑΜΜΑ ΤΗΣ Β' ΛΥΚΕΙΟΥ <box>305 415 563 431</box>
ad-line: ΕΓΓΡΑΦΑΙ ΚΑΘ' ΕΚΑΣΤΗΝ <box>653 992 795 1004</box>
headline: ΕΚΑΤΟΜΜΥΡΙΑ ΣΥΝΟΙΚΕΣΙΑ ΣΕ ΟΛΟ ΤΟΝ ΚΟΣΜΟ <box>878 294 1171 309</box>
ad-line: ΘΙΑΣΟΣ <box>1357 628 1416 640</box>
ad-spec: 50 C.AC - Βάρος 23 Κιλά <box>123 1717 258 1729</box>
visit-date: 1) ΤΡΙΤΗΝ 4 ΟΚΤΩΒ. <box>1192 1176 1317 1190</box>
ad-line: ΠΑΡΑΡΤΗΜΑ: <box>108 1195 184 1207</box>
ad-line: ΕΝΑΡΞΙΣ ΤΕΤΑΡΤΗ 5 ΟΚΤΩΒΡΙΟΥ <box>1296 721 1477 733</box>
ad-phone: — ΤΗΛΕΦ. 80.826 — <box>1334 615 1439 627</box>
ad-license: Ἀνεγνωρισμένον ὑπὸ τοῦ Κράτους <box>58 867 233 879</box>
ad-subtitle: & ΣΤΕΛΕΧΩΝ ΕΠΙΧΕΙΡΗΣΕΩΝ <box>716 1215 1031 1240</box>
ad-footer: ΖΗΤΟΥΝΤΑΙ ΑΝΤΙΠΡΟΣΩΠΟΙ ΕΠΑΡΧΙΩΝ <box>26 1827 265 1841</box>
ad-title: ΓΑΛΛΙΚΑ - ΓΕΡΜΑΝΙΚΑ - ΛΟΓΙΣΤΙΚΑ <box>627 1593 1120 1627</box>
ad-line: 3) ΕΓΝΑΤΙΑ 10 <box>90 1474 201 1491</box>
headline-box <box>1183 14 1590 76</box>
ad-line: Η ΜΕΓΑΛΗ ΕΚΣΥΓΧΡΟΝΙΣΜΕΝΗ <box>338 1740 564 1756</box>
ad-title: ΣΤΡΑΤΙΩΤΙΚΟΝ ΘΕΑΤΡΟΝ <box>1210 581 1563 615</box>
article-text: Ἡ ἑταιρεία Π. Ι. ΚΟΝΤΕΛΛΗΣ, ἀντιπροσωπεύουσα εἰς τὴν Ἑλλάδα τὰ προϊόντα FORD καὶ τὰ γεωργικὰ μηχανήματα, ἐγκαινίασε ἐσχάτως εἰς Θεσσαλονίκην τὸν πρῶτον πρότυπον χῶρον δοκιμῶν γεωργικῶν μηχανημάτων. Εἰς τὸν χῶρον αὐτὸν οἱ ἀγρόται καὶ οἱ γεωπόνοι θὰ δύνανται νὰ παρακολουθοῦν πρακτικὰς ἐπιδείξεις τῶν νέων τύπων ἐλκυστήρων καὶ συμπληρωματικῶν μηχανημάτων, ὅπως καὶ νὰ ἐνημερώνωνται ἐπὶ τῆς ὀρθῆς χρήσεως καὶ συντηρήσεως αὐτῶν. Τὰ ἐγκαίνια ἐτέλεσαν οἱ ἐκπρόσωποι τῶν ἀρχῶν καὶ πλῆθος ἀγροτῶν τῆς περιοχῆς. <box>594 307 855 453</box>
ad-book: 1 — ΒΙΟΛΟΓΙΑ <box>356 739 512 765</box>
ad-dimokritos-footer: ΕΓΓΡΑΦΑΙ καθημερινῶς: ΦΡΑΓΚΩΝ 10 — ΤΣΙΜΙΣΚΗ 102 (ΔΙΑΓΩΝΙΟΣ). Τηλεφ. 38-880 <box>295 1932 1165 1954</box>
column-2 <box>293 14 575 1171</box>
column-4 <box>874 14 1175 1186</box>
ad-license: (Ἀνεγνωρισμένη ὑπὸ τοῦ κράτους. Ἀριθ. ἀδείας 98064/57) <box>603 570 845 594</box>
ad-text: Ἐφέτος θὰ διεκδικήσῃ τὴν ΠΡΩΤΗΝ ΘΕΣΙΝ μεταξὺ τῶν τεχνικῶν σχολῶν ΟΛΟΚΛΗΡΟΥ ΤΗΣ ΕΛΛΑΔΟΣ. <box>614 1804 1142 1835</box>
generator-icon <box>13 1668 97 1730</box>
ad-price: ΚΑΘΕ ΤΕΤΑΡΤΗ ΛΑΪΚΗ ΑΠΟΓΕΥΜΑΤΙΝΗ ΔΡΑΧΜ. 30—20 <box>1190 889 1583 908</box>
bottom-block <box>293 1182 1167 2304</box>
ad-text: ἐπίσκεψιν εἰς ΘΕΣΣΑΛΟΝΙΚΗΝ ἑνὸς ἀπὸ τοὺς σημαντικοὺς τεχνικούς του ὁ κ. BEER (Μόναχο). Ὁ κ. BEER θὰ παρουσιάσῃ ἐνώπιον ἑνὸς εὐρέος κοινοῦ τὴν ἐπιστημονικότητα ὅλων τῶν ἐπιτευγμάτων τοῦ οἴκου SCHOLL διὰ τὴν περιποίησιν καὶ τὴν ἀνακούφισιν τῶν ποδῶν, ἤτοι: <box>1194 1078 1579 1127</box>
visit-date: 3) ΠΕΜΠΤΗΝ 6 ΟΚΤΩΒ. <box>1192 1191 1334 1205</box>
ad-line: ΚΑΘΕ ΣΠΟΥΔΑΣΤΗΣ - <box>324 1831 578 1860</box>
ad-line: (ΤΑΧΕΙΑ ΚΑΙ ΠΛΗΡΗΣ ΕΚΜΑΘΗΣΙΣ) <box>736 928 852 953</box>
article-text: ΝΕΑ συνοικεσιάκη, 36 ἐτῶν, μὲ καλὴν προῖκα, ἐπιθυμεῖ νὰ γνωρισθῇ μετ' εὐκαταστάτου κυρίου πρὸς γάμον. Πληρ. Τηλ. 73-210. <box>876 395 1173 431</box>
ad-info: ΠΛΗΡΟΦΟΡΙΑΙ — ΕΓΓΡΑΦΑΙ ΕΙΣ ΤΑΣ ΓΡΑΜΜΑΤΕΙΑΣ ΤΩΝ ΣΧΟΛΩΝ <box>696 1668 1051 1680</box>
